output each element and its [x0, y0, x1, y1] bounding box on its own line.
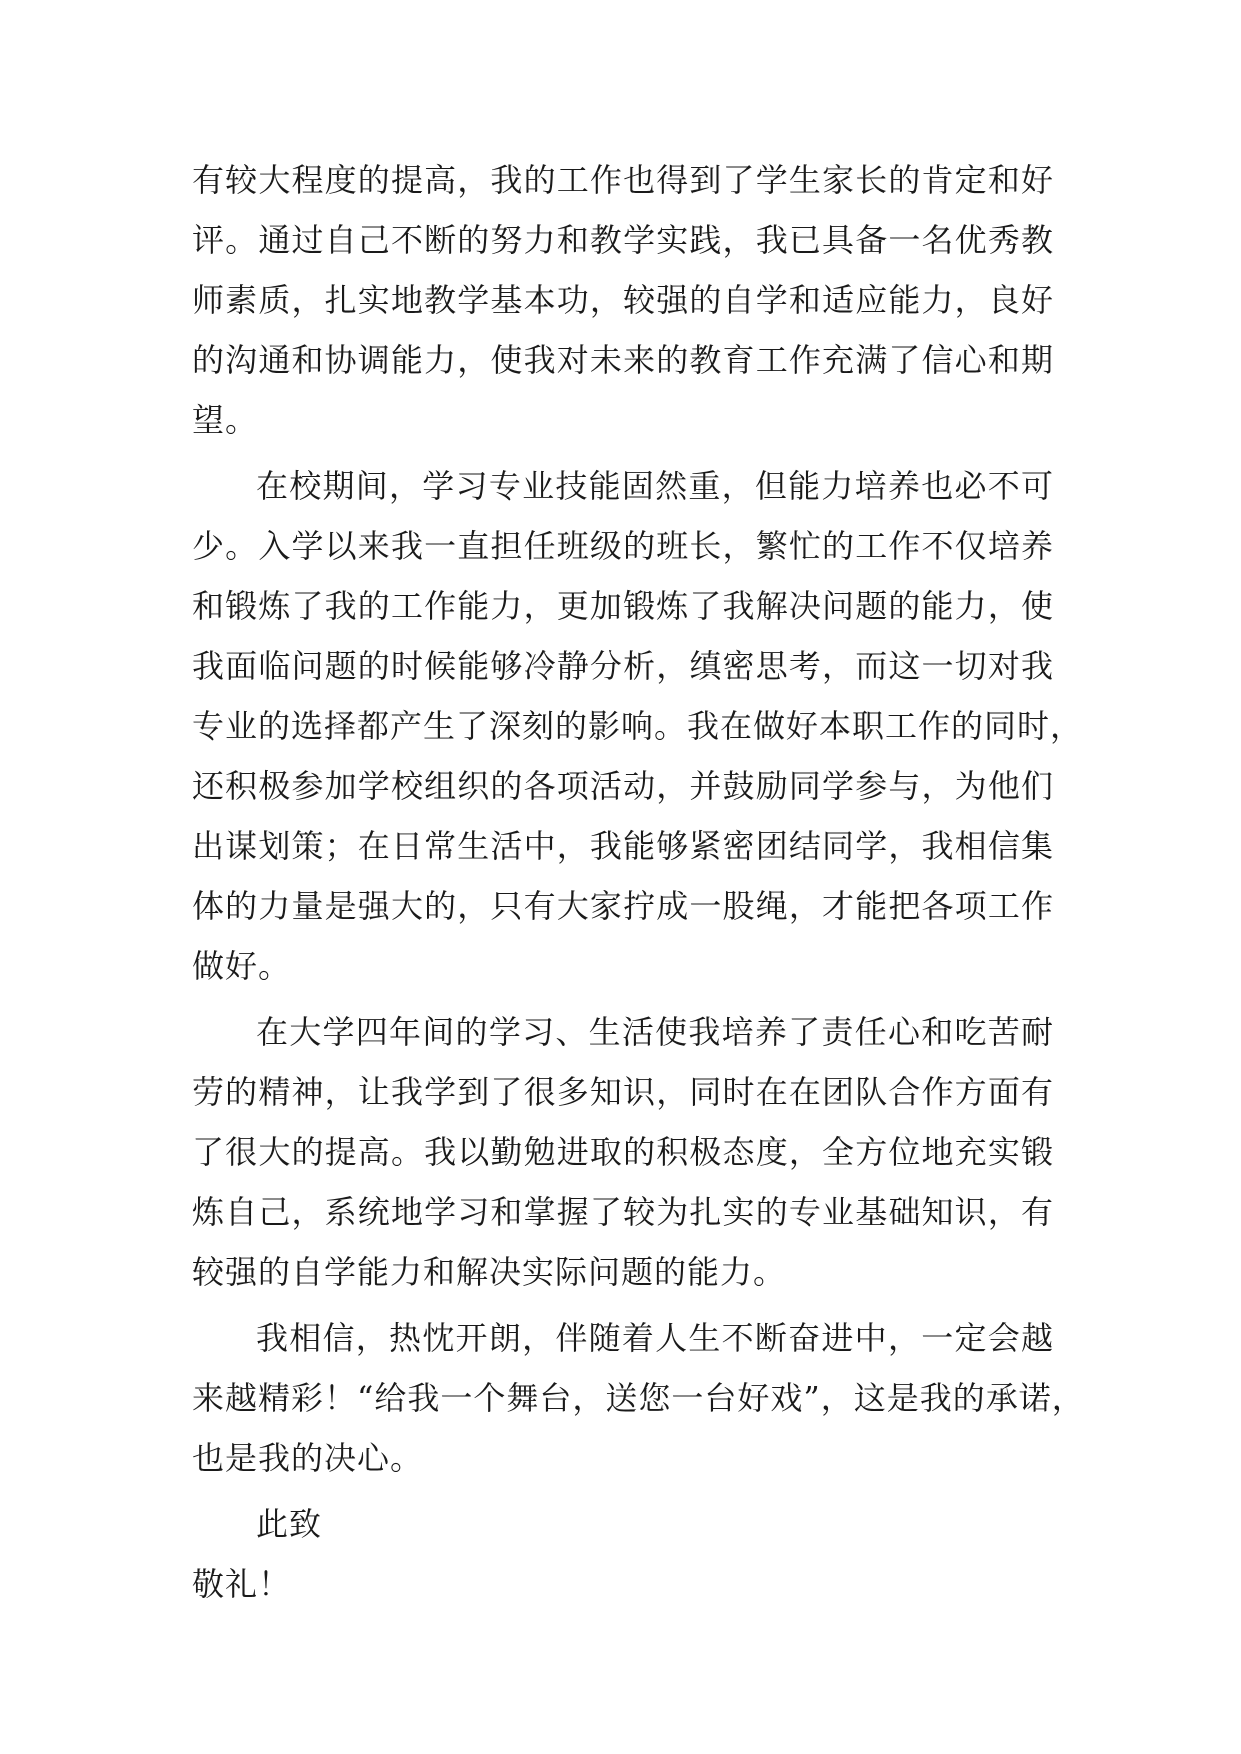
- regards: 敬礼！: [192, 1565, 292, 1603]
- text-line: 还积极参加学校组织的各项活动，并鼓励同学参与，为他们: [192, 767, 1054, 805]
- closing: [192, 1494, 1054, 1614]
- text-line: 在大学四年间的学习、生活使我培养了责任心和吃苦耐: [256, 1013, 1054, 1051]
- text-line: 也是我的决心。: [192, 1439, 424, 1477]
- text-line: 炼自己，系统地学习和掌握了较为扎实的专业基础知识，有: [192, 1193, 1054, 1231]
- text-line: 我面临问题的时候能够冷静分析，缜密思考，而这一切对我: [192, 647, 1054, 685]
- text-line: 出谋划策；在日常生活中，我能够紧密团结同学，我相信集: [192, 827, 1054, 865]
- text-line: 少。入学以来我一直担任班级的班长，繁忙的工作不仅培养: [192, 527, 1054, 565]
- text-line: 做好。: [192, 947, 292, 985]
- text-line: 了很大的提高。我以勤勉进取的积极态度，全方位地充实锻: [192, 1133, 1054, 1171]
- letter-body: [192, 150, 1085, 1614]
- text-line: 的沟通和协调能力，使我对未来的教育工作充满了信心和期: [192, 341, 1054, 379]
- paragraph-2: [192, 456, 1084, 996]
- text-line: 评。通过自己不断的努力和教学实践，我已具备一名优秀教: [192, 221, 1054, 259]
- text-line: 体的力量是强大的，只有大家拧成一股绳，才能把各项工作: [192, 887, 1054, 925]
- text-line: 师素质，扎实地教学基本功，较强的自学和适应能力，良好: [192, 281, 1054, 319]
- text-line: 较强的自学能力和解决实际问题的能力。: [192, 1253, 787, 1291]
- text-line: 劳的精神，让我学到了很多知识，同时在在团队合作方面有: [192, 1073, 1054, 1111]
- text-line: 来越精彩！“给我一个舞台，送您一台好戏”，这是我的承诺，: [192, 1379, 1085, 1417]
- paragraph-4: [192, 1308, 1085, 1488]
- paragraph-3: [192, 1002, 1054, 1302]
- text-line: 和锻炼了我的工作能力，更加锻炼了我解决问题的能力，使: [192, 587, 1054, 625]
- text-line: 专业的选择都产生了深刻的影响。我在做好本职工作的同时，: [192, 707, 1084, 745]
- text-line: 望。: [192, 401, 259, 439]
- text-line: 在校期间，学习专业技能固然重，但能力培养也必不可: [256, 467, 1054, 505]
- paragraph-1: [192, 150, 1054, 450]
- text-line: 有较大程度的提高，我的工作也得到了学生家长的肯定和好: [192, 161, 1054, 199]
- text-line: 我相信，热忱开朗，伴随着人生不断奋进中，一定会越: [256, 1319, 1054, 1357]
- salutation: 此致: [256, 1505, 323, 1543]
